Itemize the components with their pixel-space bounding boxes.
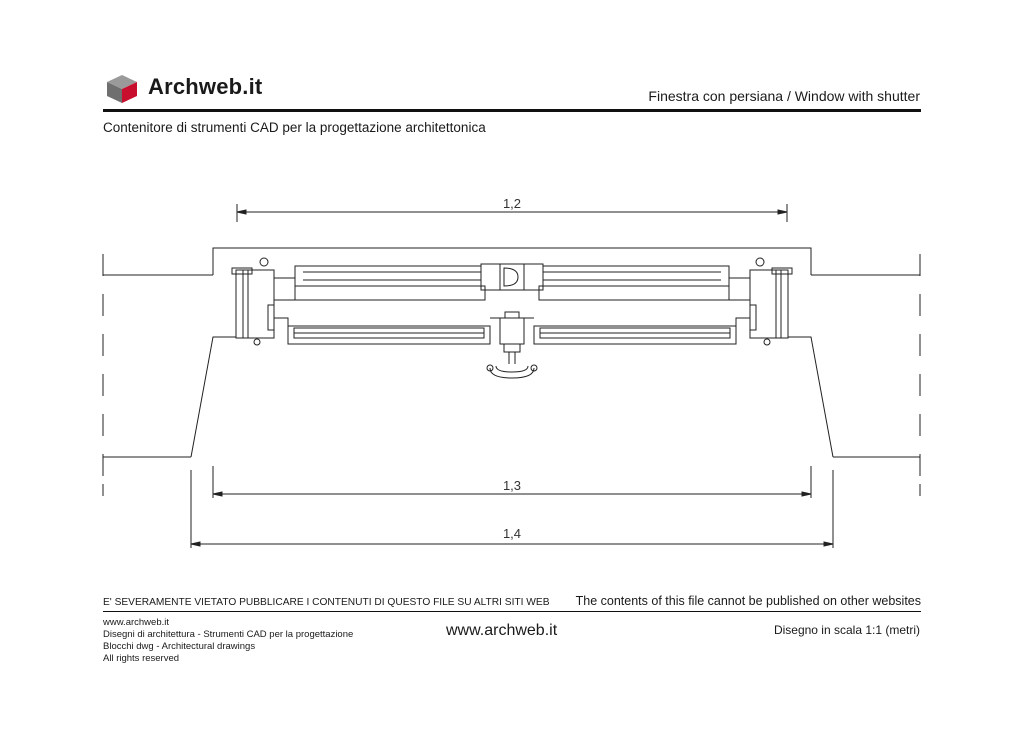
footer-site-link[interactable]: www.archweb.it bbox=[446, 622, 558, 639]
dimension-middle-label: 1,3 bbox=[502, 478, 522, 493]
window-sash-right bbox=[534, 318, 750, 344]
dimension-middle bbox=[213, 466, 811, 498]
copyright-warning-english: The contents of this file cannot be published on other websites bbox=[575, 594, 921, 608]
shutter-leaf-left bbox=[295, 266, 485, 300]
shutter-center-joint bbox=[481, 264, 543, 290]
wall-right bbox=[788, 254, 920, 496]
footer-line-blocks: Blocchi dwg - Architectural drawings bbox=[103, 641, 256, 652]
window-sash-left bbox=[274, 318, 490, 344]
footer-line-description: Disegni di architettura - Strumenti CAD per la progettazione bbox=[103, 629, 354, 640]
footer-divider bbox=[103, 611, 921, 612]
brand-name[interactable]: Archweb.it bbox=[148, 74, 263, 99]
drawing-scale: Disegno in scala 1:1 (metri) bbox=[773, 623, 920, 637]
window-handle bbox=[487, 352, 537, 378]
footer-line-rights: All rights reserved bbox=[103, 653, 180, 664]
dimension-top-label: 1,2 bbox=[502, 196, 522, 211]
footer-info bbox=[103, 617, 353, 665]
subtitle: Contenitore di strumenti CAD per la progettazione architettonica bbox=[103, 120, 486, 135]
shutter-leaf-right bbox=[539, 266, 729, 300]
drawing-title: Finestra con persiana / Window with shutter bbox=[648, 88, 920, 104]
footer-line-website[interactable]: www.archweb.it bbox=[103, 617, 169, 628]
dimension-top bbox=[237, 196, 787, 222]
dimension-bottom-label: 1,4 bbox=[502, 526, 522, 541]
shutter-outer-frame bbox=[213, 248, 811, 275]
window-center-mullion bbox=[490, 312, 534, 352]
wall-left bbox=[103, 254, 236, 496]
copyright-warning-italian: E' SEVERAMENTE VIETATO PUBBLICARE I CONTENUTI DI QUESTO FILE SU ALTRI SITI WEB bbox=[103, 597, 550, 608]
frame-jamb-left bbox=[232, 258, 295, 345]
frame-jamb-right bbox=[729, 258, 792, 345]
